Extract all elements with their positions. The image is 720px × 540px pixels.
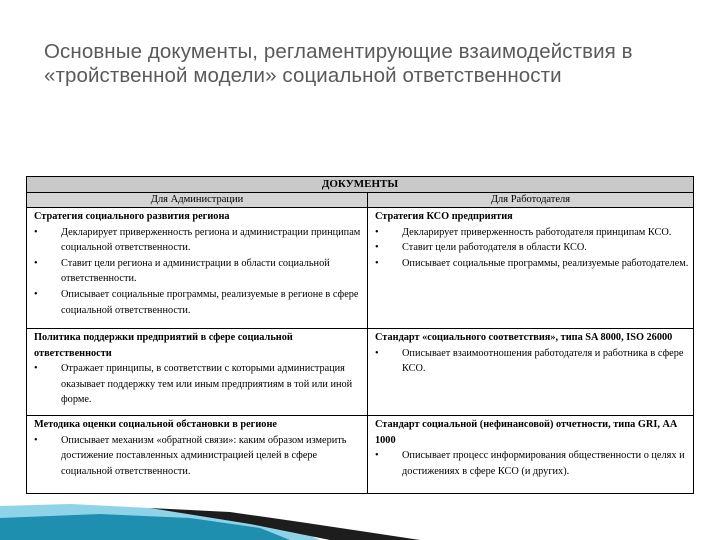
cell-title: Политика поддержки предприятий в сфере социальной ответственности xyxy=(34,332,293,359)
bullet-icon: • xyxy=(34,363,38,375)
decor-light-wave xyxy=(0,504,320,540)
table-cell xyxy=(27,416,368,494)
bullet-icon: • xyxy=(375,226,379,238)
cell-title: Стратегия социального развития региона xyxy=(34,211,230,222)
list-item xyxy=(34,433,363,480)
table-cell xyxy=(27,329,368,416)
list-item xyxy=(375,240,689,256)
table-row xyxy=(27,416,694,494)
bullet-list xyxy=(34,361,363,408)
list-item-text: Декларирует приверженность региона и администрации принципам социальной ответственности. xyxy=(61,226,361,254)
table-row xyxy=(27,329,694,416)
bullet-list xyxy=(375,225,689,272)
bullet-icon: • xyxy=(375,450,379,462)
bullet-icon: • xyxy=(375,242,379,254)
list-item xyxy=(34,256,363,287)
cell-title: Стандарт «социального соответствия», типа SA 8000, ISO 26000 xyxy=(375,332,673,343)
table-cell xyxy=(27,208,368,329)
slide-title-line-2: «тройственной модели» социальной ответственности xyxy=(44,64,562,87)
decor-dark-swoosh xyxy=(150,508,420,540)
decor-teal-wave xyxy=(0,514,290,540)
slide-title-line-1: Основные документы, регламентирующие взаимодействия в xyxy=(44,40,633,63)
list-item xyxy=(375,346,689,377)
list-item-text: Описывает взаимоотношения работодателя и работника в сфере КСО. xyxy=(402,347,684,375)
list-item-text: Декларирует приверженность работодателя принципам КСО. xyxy=(402,226,672,238)
table-row xyxy=(27,208,694,329)
list-item xyxy=(34,361,363,408)
bullet-icon: • xyxy=(375,257,379,269)
bullet-list xyxy=(375,448,689,479)
bullet-icon: • xyxy=(34,288,38,300)
list-item-text: Описывает социальные программы, реализуемые в регионе в сфере социальной ответственности. xyxy=(61,288,359,316)
bullet-icon: • xyxy=(375,347,379,359)
documents-table xyxy=(26,176,694,494)
slide-decoration xyxy=(0,500,720,540)
table-cell xyxy=(368,329,694,416)
table-header: ДОКУМЕНТЫ xyxy=(27,177,694,193)
column-header-employer: Для Работодателя xyxy=(368,193,694,208)
list-item xyxy=(375,256,689,272)
list-item-text: Описывает процесс информирования общественности о целях и достижениях в сфере КСО (и других). xyxy=(402,450,685,477)
list-item xyxy=(375,448,689,479)
list-item-text: Описывает социальные программы, реализуемые работодателем. xyxy=(402,257,689,269)
slide-title xyxy=(44,40,684,88)
list-item-text: Ставит цели региона и администрации в области социальной ответственности. xyxy=(61,257,330,285)
list-item-text: Описывает механизм «обратной связи»: каким образом измерить достижение поставленных администрацией целей в сфере социальной ответственности. xyxy=(61,434,347,477)
column-header-administration: Для Администрации xyxy=(27,193,368,208)
cell-title: Стратегия КСО предприятия xyxy=(375,211,513,222)
list-item-text: Отражает принципы, в соответствии с которыми администрация оказывает поддержку тем или иным предприятиям в той или иной форме. xyxy=(61,363,353,406)
list-item xyxy=(375,225,689,241)
cell-title: Стандарт социальной (нефинансовой) отчетности, типа GRI, АА 1000 xyxy=(375,419,678,446)
table-cell xyxy=(368,416,694,494)
bullet-icon: • xyxy=(34,257,38,269)
bullet-list xyxy=(34,225,363,319)
bullet-icon: • xyxy=(34,226,38,238)
list-item-text: Ставит цели работодателя в области КСО. xyxy=(402,242,587,254)
list-item xyxy=(34,225,363,256)
bullet-list xyxy=(34,433,363,480)
list-item xyxy=(34,287,363,318)
bullet-icon: • xyxy=(34,434,38,446)
table-cell xyxy=(368,208,694,329)
cell-title: Методика оценки социальной обстановки в регионе xyxy=(34,419,277,430)
bullet-list xyxy=(375,346,689,377)
